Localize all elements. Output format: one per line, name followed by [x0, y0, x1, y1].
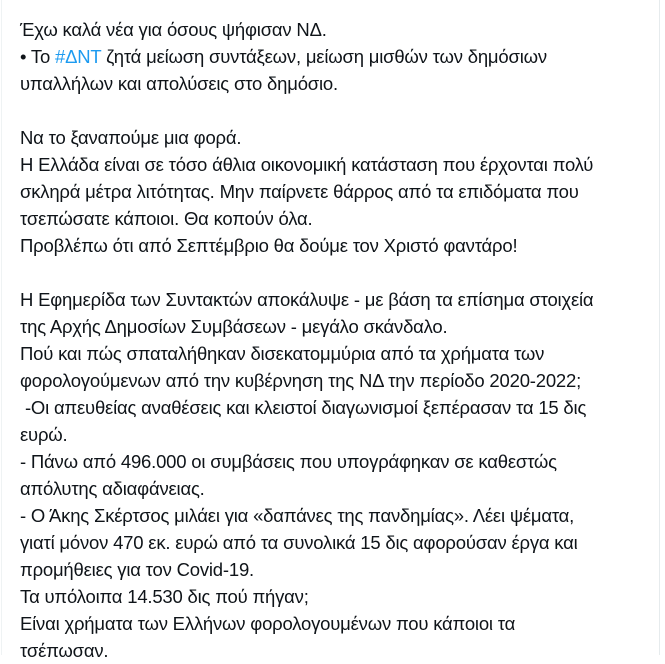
hashtag-link[interactable]: #ΔΝΤ [54, 46, 102, 67]
tweet-line: σκληρά μέτρα λιτότητας. Μην παίρνετε θάρρος από τα επιδόματα που [20, 181, 579, 202]
tweet-line: τσεπώσατε κάποιοι. Θα κοπούν όλα. [20, 208, 313, 229]
tweet-line-prefix: • Το [20, 46, 55, 67]
tweet-line: Έχω καλά νέα για όσους ψήφισαν ΝΔ. [20, 19, 327, 40]
tweet-line: Τα υπόλοιπα 14.530 δις πού πήγαν; [20, 586, 309, 607]
tweet-text [20, 16, 650, 664]
tweet-line: - Πάνω από 496.000 οι συμβάσεις που υπογράφηκαν σε καθεστώς [20, 451, 557, 472]
tweet-line: της Αρχής Δημοσίων Συμβάσεων - μεγάλο σκάνδαλο. [20, 316, 448, 337]
tweet-line: τσέπωσαν. [20, 640, 109, 661]
tweet-card [1, 0, 660, 661]
blank-line [20, 259, 650, 286]
tweet-line: προμήθειες για τον Covid-19. [20, 559, 254, 580]
tweet-line: Πού και πώς σπαταλήθηκαν δισεκατομμύρια από τα χρήματα των [20, 343, 545, 364]
tweet-line: απόλυτης αδιαφάνειας. [20, 478, 205, 499]
tweet-line: -Οι απευθείας αναθέσεις και κλειστοί διαγωνισμοί ξεπέρασαν τα 15 δις [20, 397, 587, 418]
tweet-line: Είναι χρήματα των Ελλήνων φορολογουμένων που κάποιοι τα [20, 613, 516, 634]
tweet-line-suffix: ζητά μείωση συντάξεων, μείωση μισθών των δημόσιων [101, 46, 547, 67]
tweet-line-with-hashtag [20, 43, 650, 70]
tweet-line: Προβλέπω ότι από Σεπτέμβριο θα δούμε τον Χριστό φαντάρο! [20, 235, 518, 256]
tweet-line: - Ο Άκης Σκέρτσος μιλάει για «δαπάνες της πανδημίας». Λέει ψέματα, [20, 505, 575, 526]
tweet-line: Η Ελλάδα είναι σε τόσο άθλια οικονομική κατάσταση που έρχονται πολύ [20, 154, 594, 175]
tweet-line: γιατί μόνον 470 εκ. ευρώ από τα συνολικά 15 δις αφορούσαν έργα και [20, 532, 578, 553]
blank-line [20, 97, 650, 124]
tweet-line: Η Εφημερίδα των Συντακτών αποκάλυψε - με βάση τα επίσημα στοιχεία [20, 289, 594, 310]
tweet-line: φορολογούμενων από την κυβέρνηση της ΝΔ την περίοδο 2020-2022; [20, 370, 582, 391]
tweet-line: ευρώ. [20, 424, 68, 445]
tweet-line: Να το ξαναπούμε μια φορά. [20, 127, 242, 148]
tweet-line: υπαλλήλων και απολύσεις στο δημόσιο. [20, 73, 338, 94]
